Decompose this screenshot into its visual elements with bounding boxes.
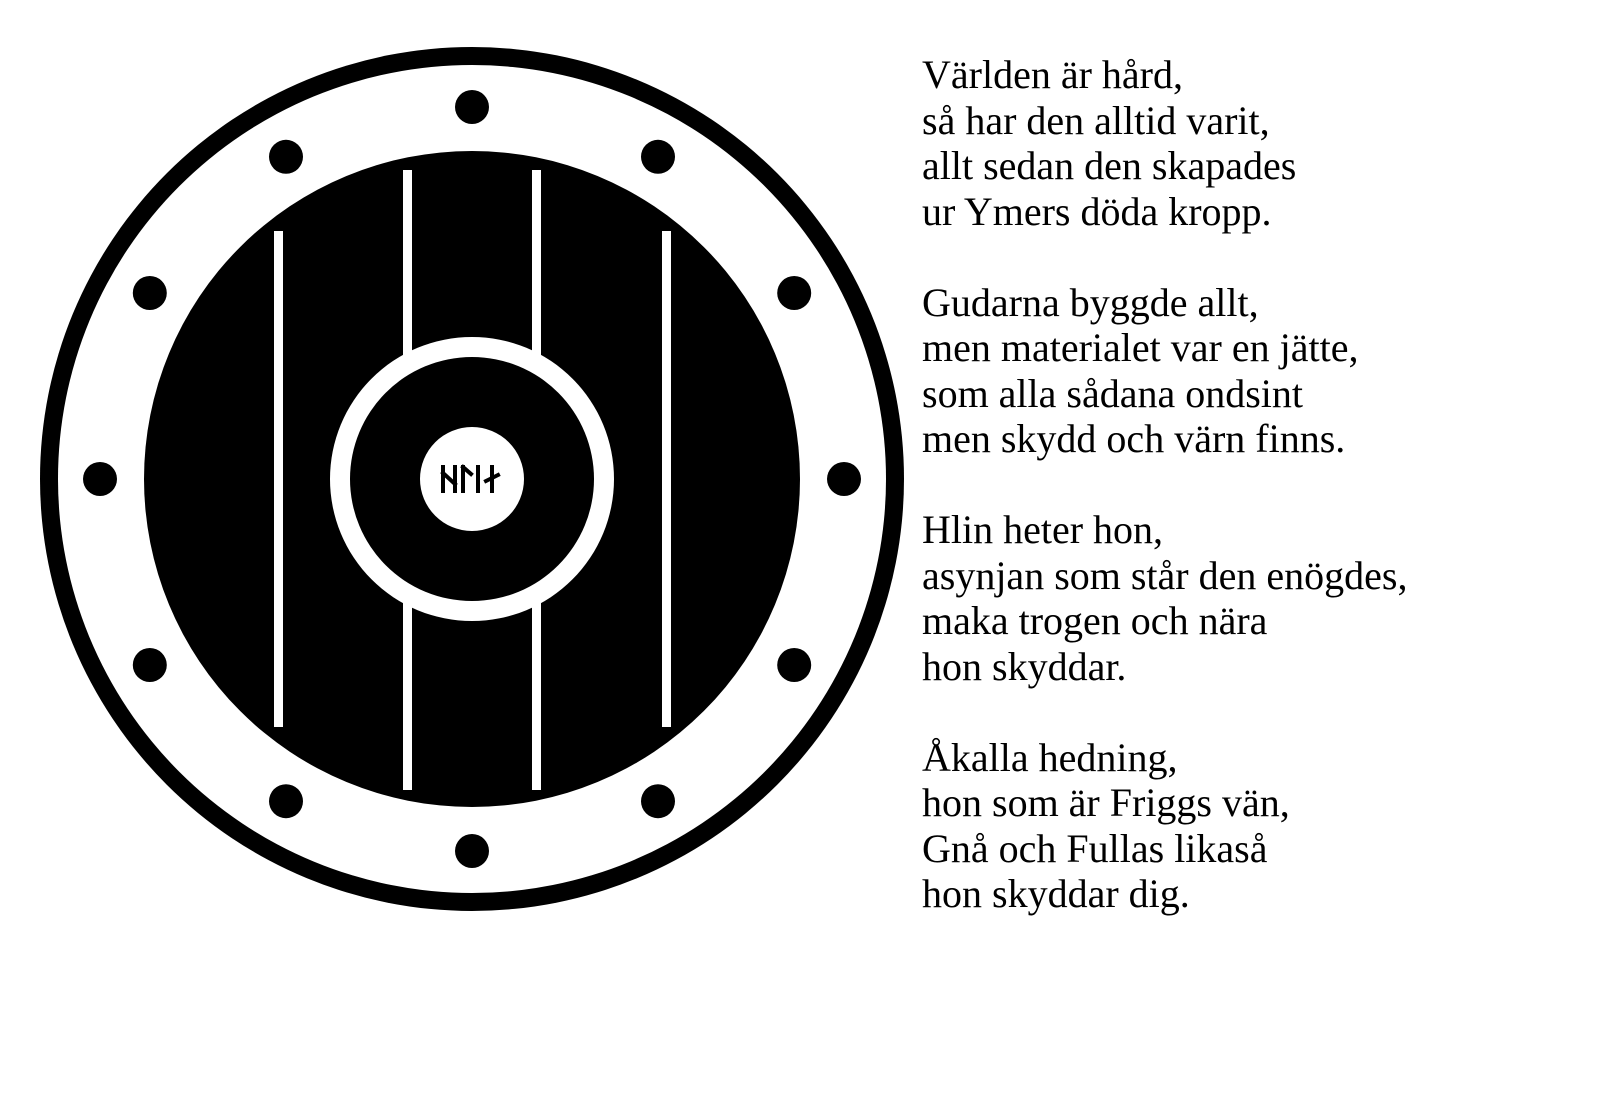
poem-line: Gnå och Fullas likaså [922, 825, 1268, 871]
poem-line: så har den alltid varit, [922, 97, 1270, 143]
poem-line: maka trogen och nära [922, 598, 1268, 643]
poem-stanza [922, 507, 1582, 689]
poem-stanza [922, 735, 1582, 917]
rivet [777, 276, 811, 310]
poem-line: hon skyddar dig. [922, 871, 1190, 916]
shield-boss-center [420, 427, 524, 531]
rivet [133, 276, 167, 310]
rivet [777, 648, 811, 682]
poem-line: Hlin heter hon, [922, 507, 1164, 552]
poem-stanza [922, 280, 1582, 462]
rivet [827, 462, 861, 496]
rivet [269, 784, 303, 818]
rivet [83, 462, 117, 496]
plank-seam-left-outer [274, 231, 283, 727]
poem-line: Gudarna byggde allt, [922, 279, 1259, 325]
poem-line: som alla sådana ondsint [922, 370, 1304, 416]
poem-line: men materialet var en jätte, [922, 325, 1359, 370]
rivet [641, 140, 675, 174]
poem-line: Åkalla hedning, [922, 734, 1178, 780]
poem-line: hon skyddar. [922, 643, 1127, 689]
poem-line: Världen är hård, [922, 52, 1183, 97]
poem-line: allt sedan den skapades [922, 143, 1297, 188]
poem-line: hon som är Friggs vän, [922, 780, 1290, 825]
poem-line: ur Ymers döda kropp. [922, 188, 1272, 234]
rivet [455, 834, 489, 868]
viking-shield-icon [0, 0, 920, 960]
poem-line: asynjan som står den enögdes, [922, 552, 1408, 598]
rivet [133, 648, 167, 682]
poem-stanza [922, 52, 1582, 234]
poem-line: men skydd och värn finns. [922, 416, 1346, 461]
rivet [455, 90, 489, 124]
poem [922, 52, 1582, 962]
rivet [269, 140, 303, 174]
plank-seam-right-outer [662, 231, 671, 727]
rivet [641, 784, 675, 818]
